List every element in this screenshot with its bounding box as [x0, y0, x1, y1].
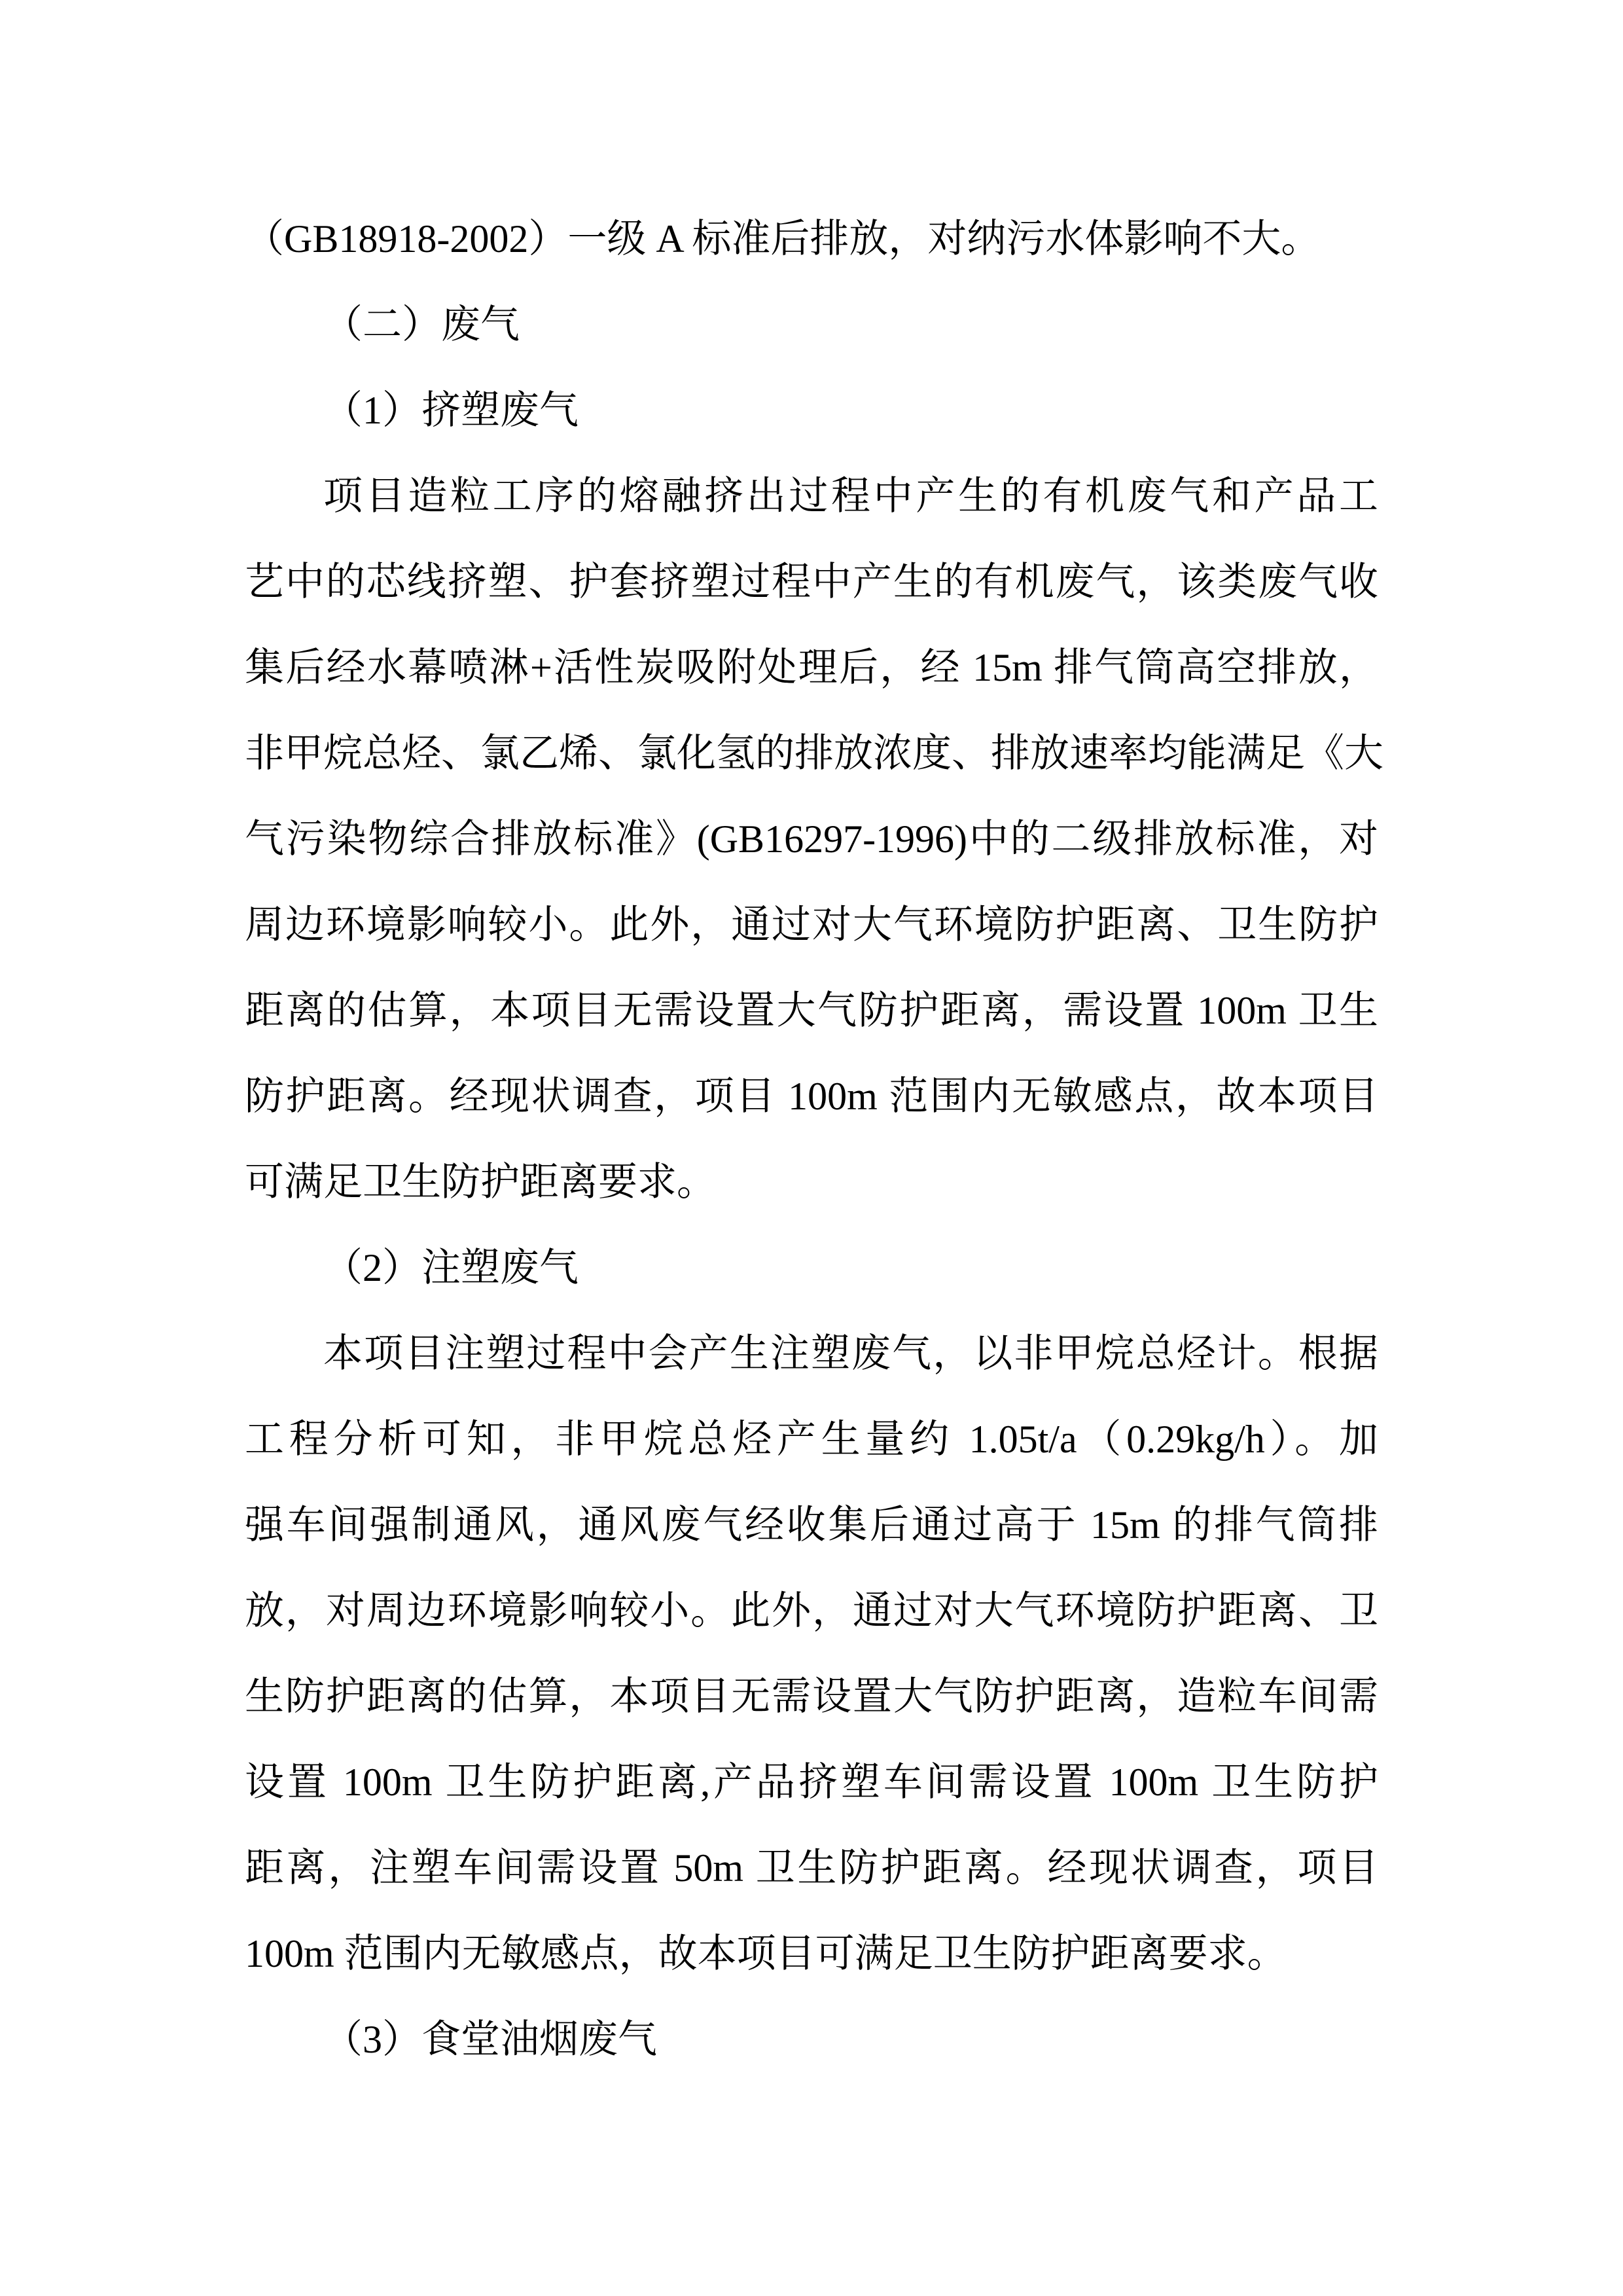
text-line: 生防护距离的估算，本项目无需设置大气防护距离，造粒车间需 [245, 1675, 1378, 1718]
text-line: 工程分析可知，非甲烷总烃产生量约 1.05t/a（0.29kg/h）。加 [245, 1418, 1378, 1461]
section-heading-extrusion-waste-gas: （1）挤塑废气 [323, 389, 579, 432]
section-heading-waste-gas: （二）废气 [323, 303, 520, 346]
text-line-paragraph-end: 可满足卫生防护距离要求。 [245, 1160, 716, 1204]
text-line: 项目造粒工序的熔融挤出过程中产生的有机废气和产品工 [323, 475, 1378, 518]
text-line: 距离，注塑车间需设置 50m 卫生防护距离。经现状调查，项目 [245, 1846, 1378, 1890]
section-heading-canteen-fume-waste-gas: （3）食堂油烟废气 [323, 2018, 657, 2061]
text-line: 放，对周边环境影响较小。此外，通过对大气环境防护距离、卫 [245, 1589, 1378, 1632]
document-text-block [245, 196, 1383, 2083]
text-line: 集后经水幕喷淋+活性炭吸附处理后，经 15m 排气筒高空排放， [245, 646, 1378, 689]
section-heading-injection-waste-gas: （2）注塑废气 [323, 1246, 579, 1289]
text-line: 本项目注塑过程中会产生注塑废气，以非甲烷总烃计。根据 [323, 1332, 1378, 1375]
text-line: 气污染物综合排放标准》(GB16297-1996)中的二级排放标准，对 [245, 817, 1378, 861]
text-line: 艺中的芯线挤塑、护套挤塑过程中产生的有机废气，该类废气收 [245, 560, 1378, 603]
text-line-paragraph-end: 100m 范围内无敏感点，故本项目可满足卫生防护距离要求。 [245, 1932, 1287, 1975]
text-line: 防护距离。经现状调查，项目 100m 范围内无敏感点，故本项目 [245, 1075, 1378, 1118]
text-line: 设置 100m 卫生防护距离,产品挤塑车间需设置 100m 卫生防护 [245, 1761, 1378, 1804]
text-line: 距离的估算，本项目无需设置大气防护距离，需设置 100m 卫生 [245, 989, 1378, 1032]
text-line: 强车间强制通风，通风废气经收集后通过高于 15m 的排气筒排 [245, 1503, 1378, 1547]
text-line: 周边环境影响较小。此外，通过对大气环境防护距离、卫生防护 [245, 903, 1378, 946]
text-line: 非甲烷总烃、氯乙烯、氯化氢的排放浓度、排放速率均能满足《大 [245, 732, 1383, 775]
text-line-gb18918-discharge: （GB18918-2002）一级 A 标准后排放，对纳污水体影响不大。 [245, 217, 1321, 260]
